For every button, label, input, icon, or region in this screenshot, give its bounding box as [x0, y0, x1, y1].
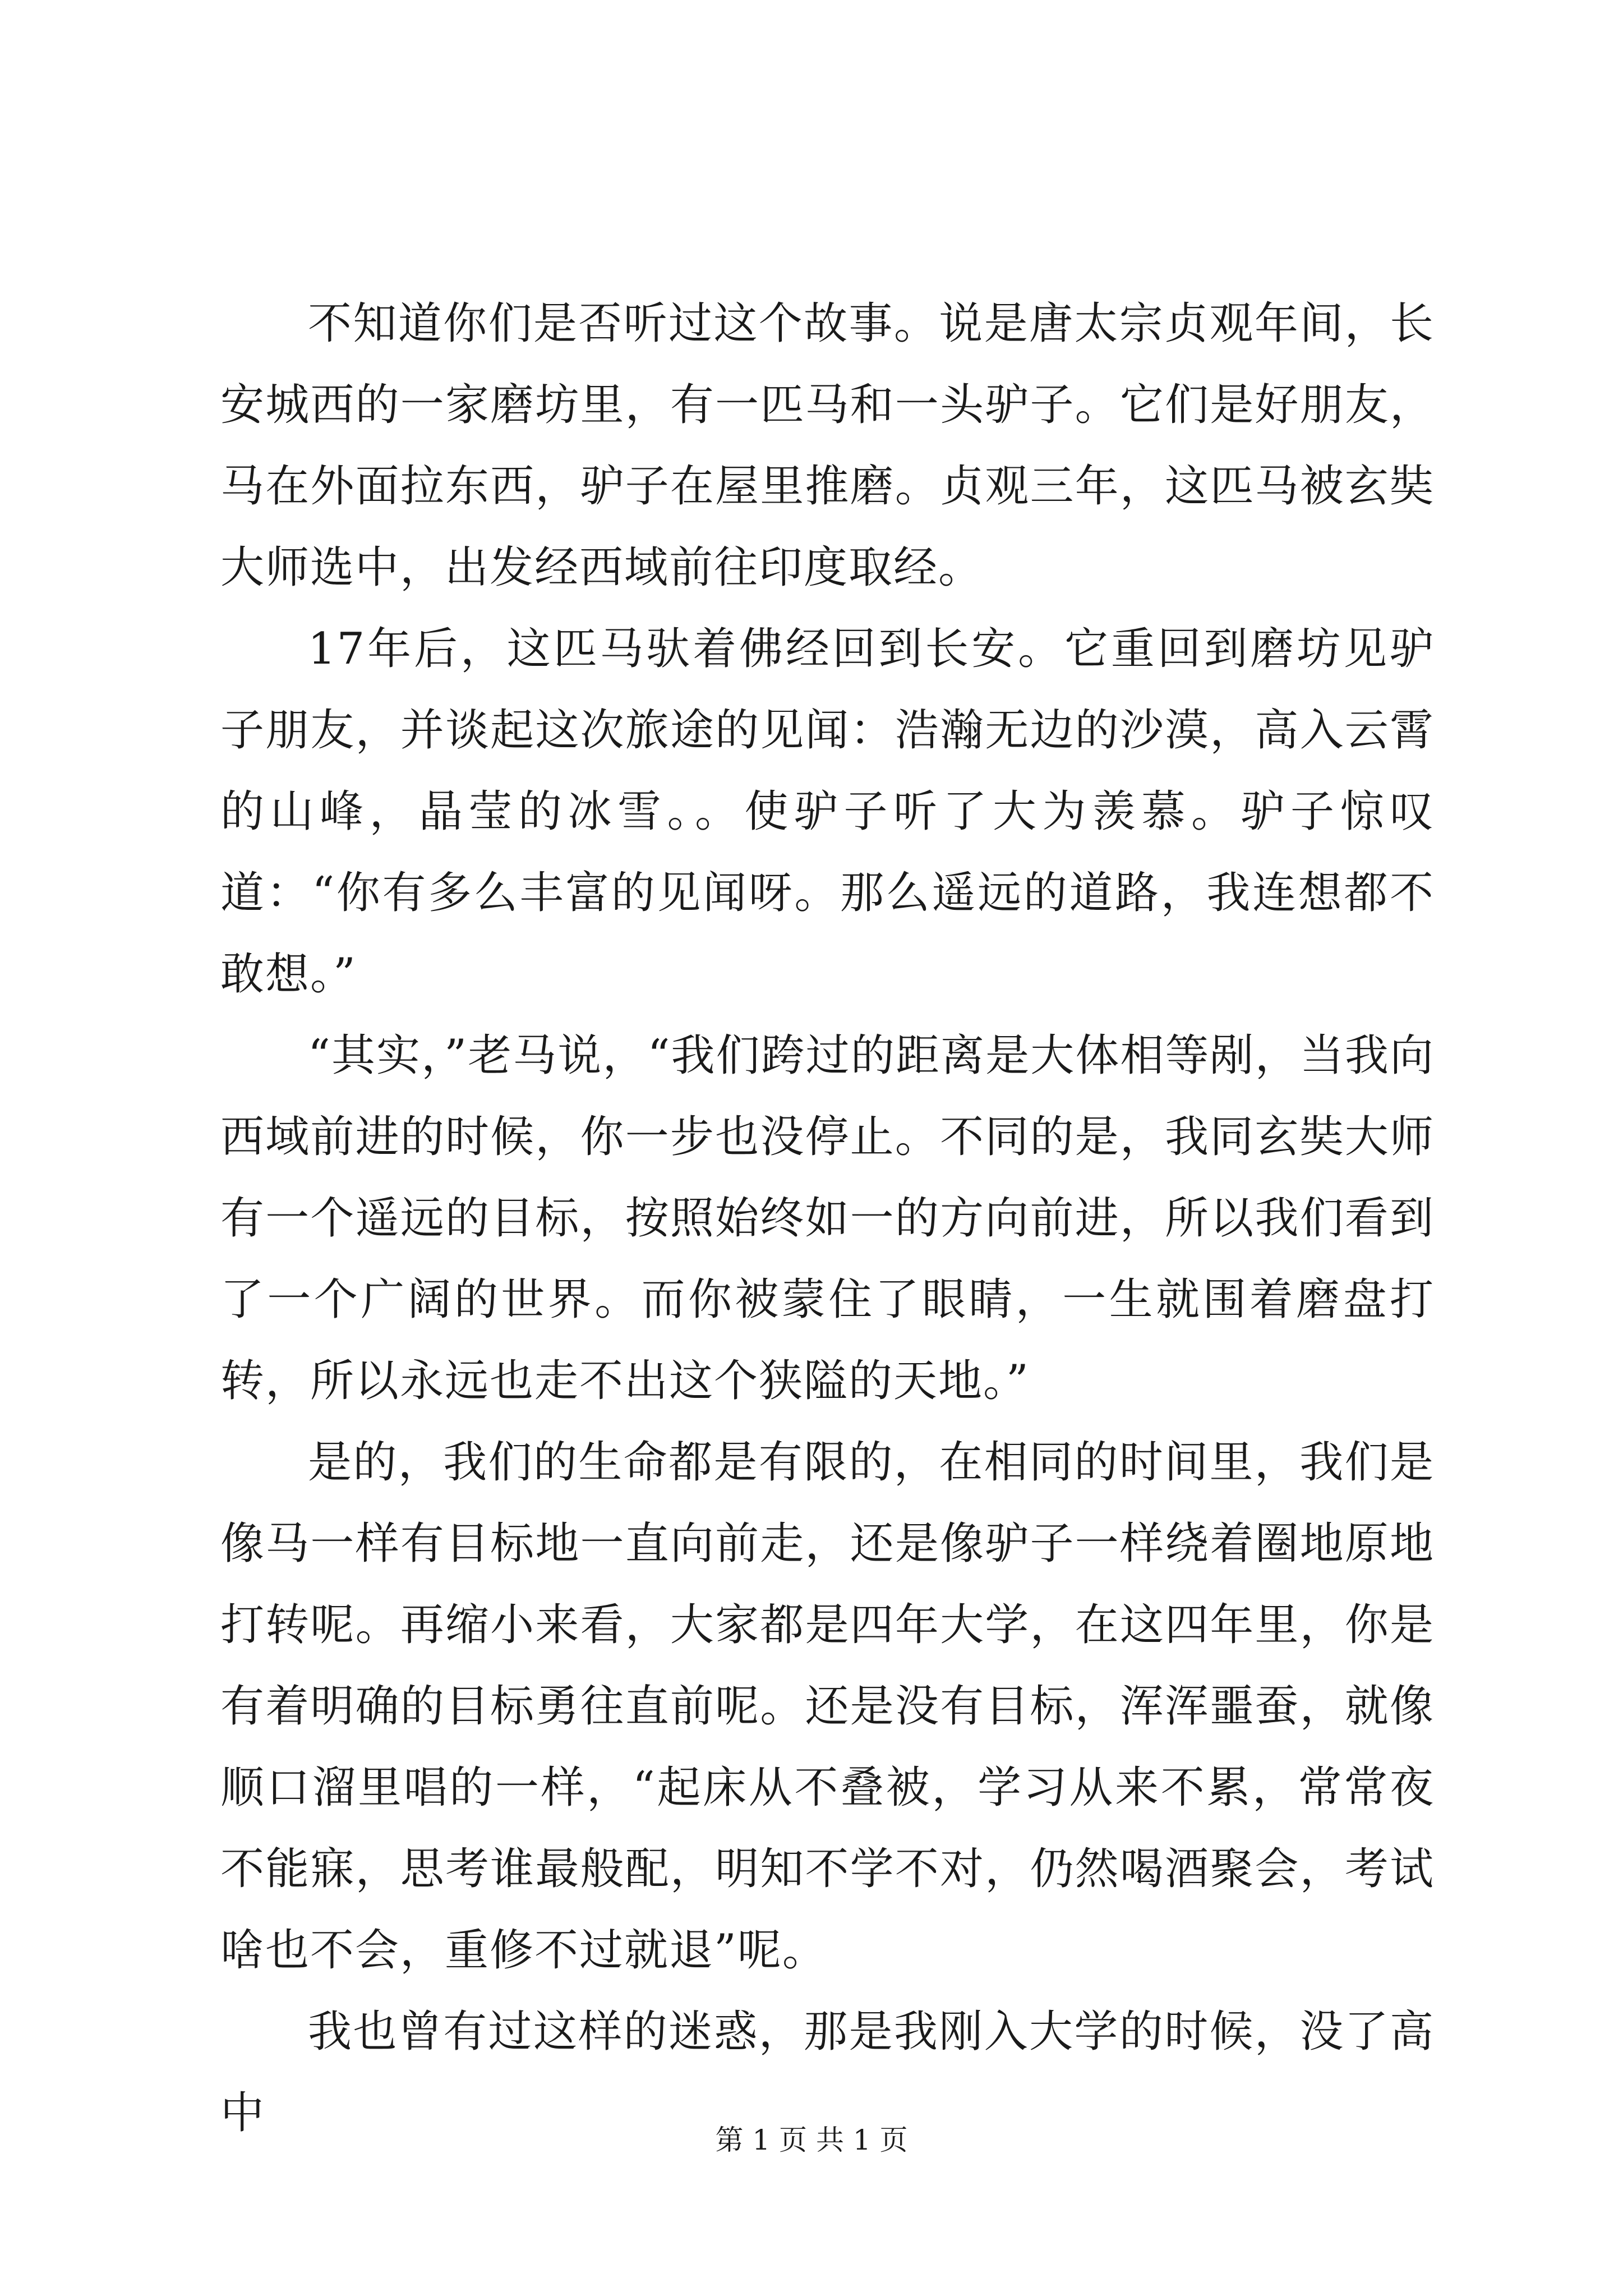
document-body: [220, 283, 1435, 2154]
paragraph-1: 不知道你们是否听过这个故事。说是唐太宗贞观年间，长安城西的一家磨坊里，有一匹马和一头驴子。它们是好朋友，马在外面拉东西，驴子在屋里推磨。贞观三年，这匹马被玄奘大师选中，出发经西域前往印度取经。: [220, 298, 1435, 593]
paragraph-5: 我也曾有过这样的迷惑，那是我刚入大学的时候，没了高中: [220, 2007, 1435, 2138]
paragraph-2: 17年后，这匹马驮着佛经回到长安。它重回到磨坊见驴子朋友，并谈起这次旅途的见闻：浩瀚无边的沙漠，高入云霄的山峰，晶莹的冰雪。。使驴子听了大为羡慕。驴子惊叹道：“你有多么丰富的见闻呀。那么遥远的道路，我连想都不敢想。”: [220, 624, 1435, 1000]
paragraph-3: “其实，”老马说，“我们跨过的距离是大体相等剐，当我向西域前进的时候，你一步也没停止。不同的是，我同玄奘大师有一个遥远的目标，按照始终如一的方向前进，所以我们看到了一个广阔的世界。而你被蒙住了眼睛，一生就围着磨盘打转，所以永远也走不出这个狭隘的天地。”: [220, 1030, 1435, 1406]
page-footer: 第 1 页 共 1 页: [715, 2124, 908, 2156]
paragraph-4: 是的，我们的生命都是有限的，在相同的时间里，我们是像马一样有目标地一直向前走，还是像驴子一样绕着圈地原地打转呢。再缩小来看，大家都是四年大学，在这四年里，你是有着明确的目标勇往直前呢。还是没有目标，浑浑噩蚕，就像顺口溜里唱的一样，“起床从不叠被，学习从来不累，常常夜不能寐，思考谁最般配，明知不学不对，仍然喝酒聚会，考试啥也不会，重修不过就退”呢。: [220, 1437, 1435, 1976]
